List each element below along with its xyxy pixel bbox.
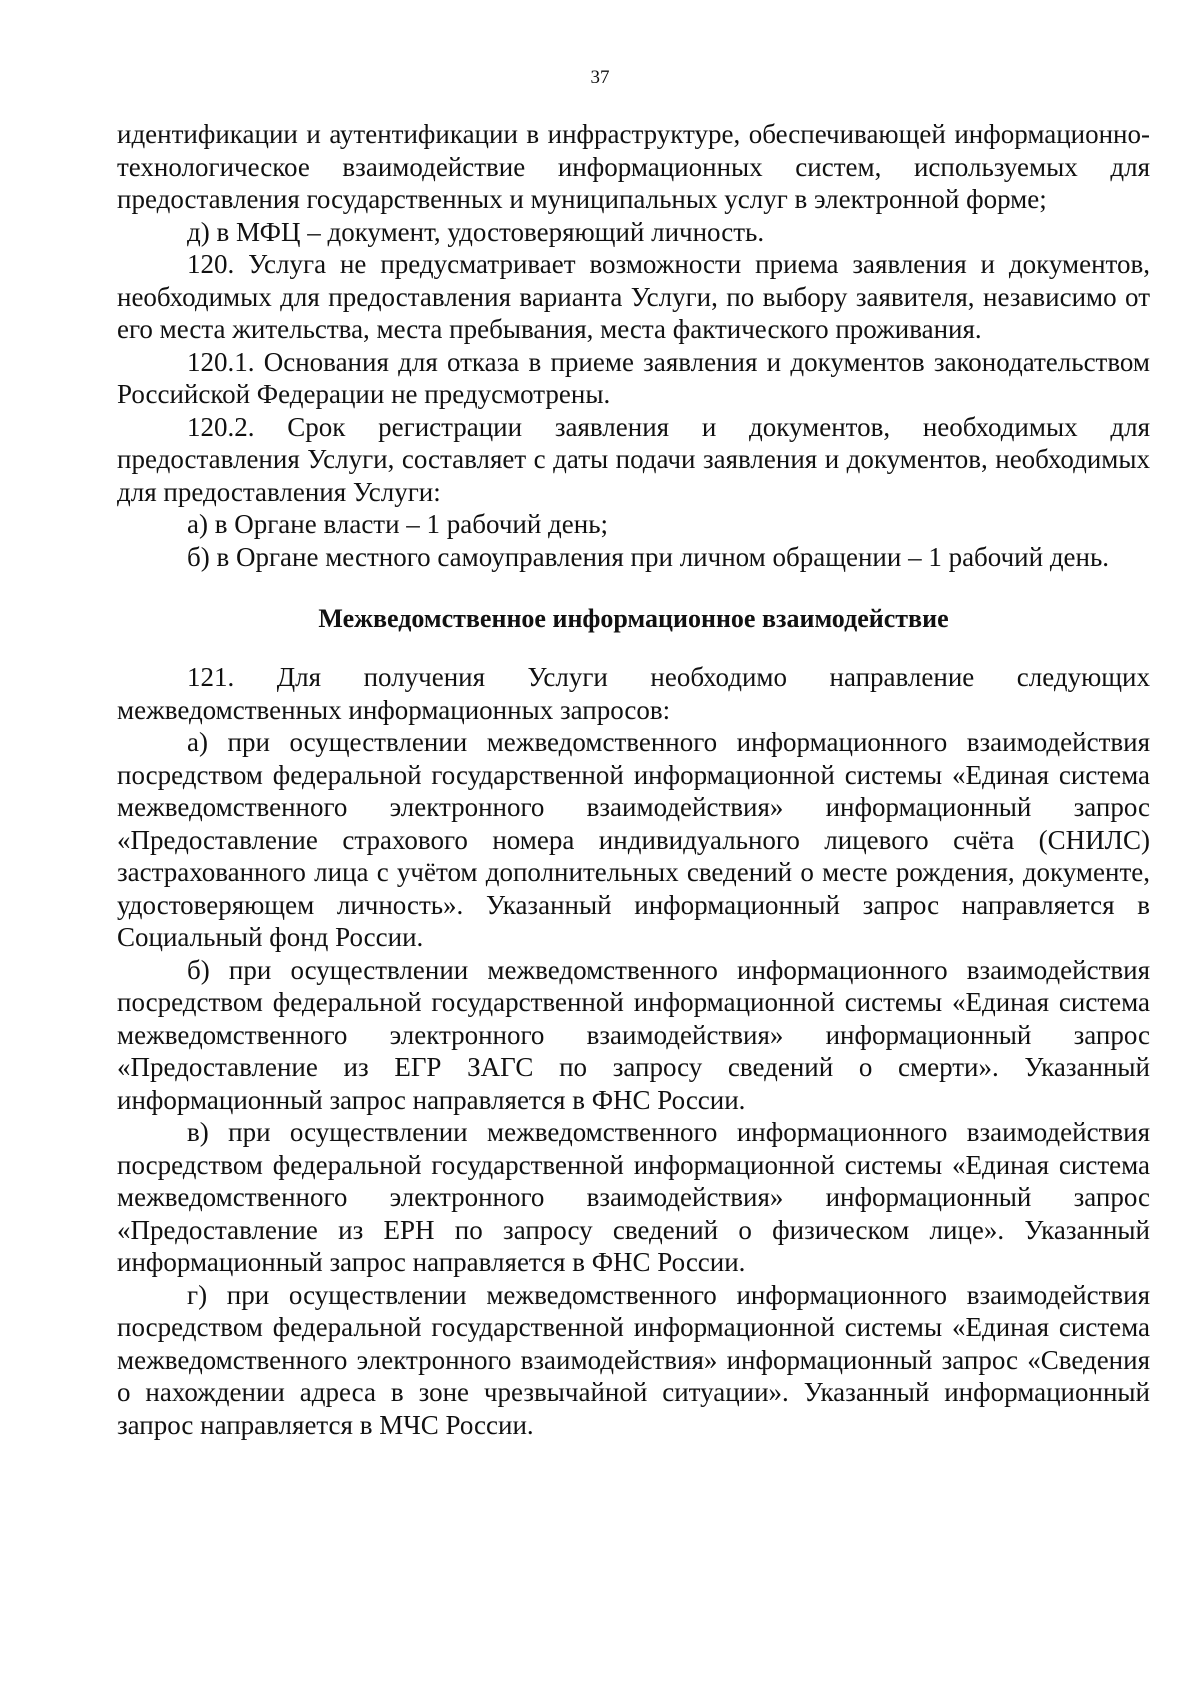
paragraph: 120.1. Основания для отказа в приеме заявления и документов законодательством Российской Федерации не предусмотрены. xyxy=(117,346,1150,409)
paragraph: идентификации и аутентификации в инфраструктуре, обеспечивающей информационно-технологическое взаимодействие информационных систем, используемых для предоставления государственных и муниципальных услуг в электронной форме; xyxy=(117,119,1150,214)
section-heading: Межведомственное информационное взаимодействие xyxy=(318,604,949,633)
paragraph: 120.2. Срок регистрации заявления и документов, необходимых для предоставления Услуги, составляет с даты подачи заявления и документов, необходимых для предоставления Услуги: xyxy=(117,411,1150,507)
paragraph: 120. Услуга не предусматривает возможности приема заявления и документов, необходимых для предоставления варианта Услуги, по выбору заявителя, независимо от его места жительства, места пребывания, места фактического проживания. xyxy=(117,249,1150,344)
paragraph: 121. Для получения Услуги необходимо направление следующих межведомственных информационных запросов: xyxy=(117,662,1150,725)
paragraph: б) при осуществлении межведомственного информационного взаимодействия посредством федеральной государственной информационной системы «Единая система межведомственного электронного взаимодействия» информационный запрос «Предоставление из ЕГР ЗАГС по запросу сведений о смерти». Указанный информационный запрос направляется в ФНС России. xyxy=(117,954,1150,1115)
paragraph: а) при осуществлении межведомственного информационного взаимодействия посредством федеральной государственной информационной системы «Единая система межведомственного электронного взаимодействия» информационный запрос «Предоставление страхового номера индивидуального лицевого счёта (СНИЛС) застрахованного лица с учётом дополнительных сведений о месте рождения, документе, удостоверяющем личность». Указанный информационный запрос направляется в Социальный фонд России. xyxy=(117,727,1150,952)
paragraph: в) при осуществлении межведомственного информационного взаимодействия посредством федеральной государственной информационной системы «Единая система межведомственного электронного взаимодействия» информационный запрос «Предоставление из ЕРН по запросу сведений о физическом лице». Указанный информационный запрос направляется в ФНС России. xyxy=(117,1117,1150,1277)
paragraph: г) при осуществлении межведомственного информационного взаимодействия посредством федеральной государственной информационной системы «Единая система межведомственного электронного взаимодействия» информационный запрос «Сведения о нахождении адреса в зоне чрезвычайной ситуации». Указанный информационный запрос направляется в МЧС России. xyxy=(117,1279,1150,1440)
paragraph: д) в МФЦ – документ, удостоверяющий личность. xyxy=(187,216,765,247)
paragraph: б) в Органе местного самоуправления при личном обращении – 1 рабочий день. xyxy=(187,541,1110,572)
paragraph: а) в Органе власти – 1 рабочий день; xyxy=(187,509,609,539)
page-number: 37 xyxy=(590,67,610,88)
document-body xyxy=(117,118,1150,1441)
